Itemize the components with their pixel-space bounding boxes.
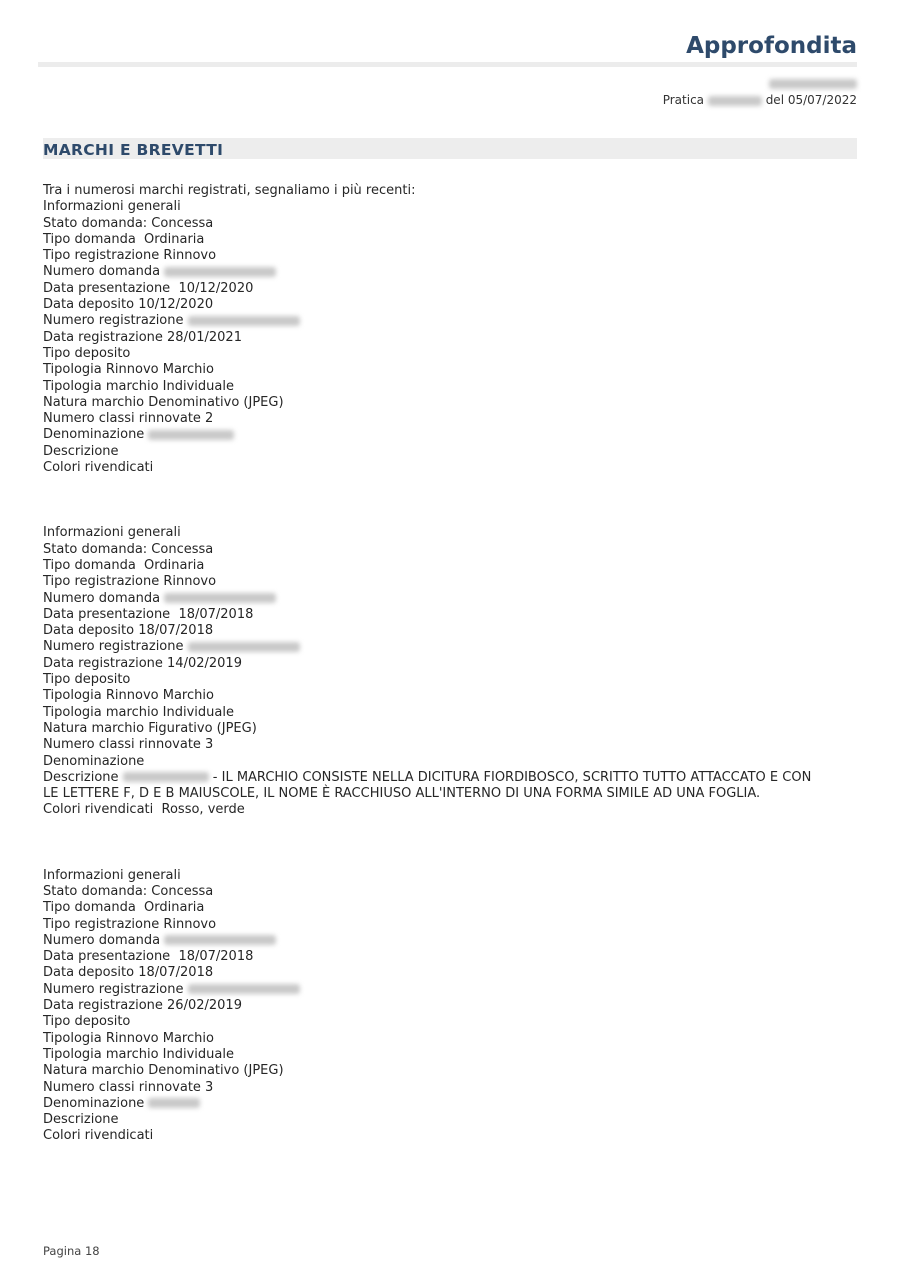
- record-denominazione: Denominazione: [43, 753, 145, 769]
- record-tipo-domanda: Tipo domanda Ordinaria: [43, 900, 205, 916]
- record-colori: Colori rivendicati: [43, 460, 154, 476]
- record-data-presentazione: Data presentazione 18/07/2018: [43, 606, 254, 622]
- record-stato-domanda: Stato domanda: Concessa: [43, 883, 214, 899]
- record-numero-classi: Numero classi rinnovate 2: [43, 411, 214, 427]
- page-number: Pagina 18: [43, 1244, 100, 1258]
- record-data-deposito: Data deposito 18/07/2018: [43, 623, 214, 639]
- record-stato-domanda: Stato domanda: Concessa: [43, 541, 214, 557]
- record-descrizione: Descrizione: [43, 443, 119, 459]
- record-numero-registrazione: [43, 982, 823, 998]
- pratica-date: del 05/07/2022: [765, 93, 857, 107]
- numero-domanda-redacted: [164, 267, 276, 277]
- descrizione-redacted: [123, 772, 209, 782]
- numero-registrazione-label: Numero registrazione: [43, 981, 184, 997]
- numero-registrazione-redacted: [188, 984, 300, 994]
- record-numero-domanda: [43, 933, 823, 949]
- record-tipologia-marchio: Tipologia marchio Individuale: [43, 1046, 234, 1062]
- numero-domanda-label: Numero domanda: [43, 264, 161, 280]
- denominazione-redacted: [148, 1098, 200, 1108]
- record-numero-domanda: [43, 591, 823, 607]
- record-denominazione: [43, 427, 823, 443]
- record-data-registrazione: Data registrazione 28/01/2021: [43, 329, 242, 345]
- record-tipo-registrazione: Tipo registrazione Rinnovo: [43, 248, 217, 264]
- record-tipo-registrazione: Tipo registrazione Rinnovo: [43, 574, 217, 590]
- document-title: Approfondita: [686, 33, 857, 59]
- trademark-record: [43, 868, 823, 1145]
- company-name: [663, 75, 857, 92]
- descrizione-text: - IL MARCHIO CONSISTE NELLA DICITURA FIORDIBOSCO, SCRITTO TUTTO ATTACCATO E CON LE LETTERE F, D E B MAIUSCOLE, IL NOME È RACCHIUSO ALL'INTERNO DI UNA FORMA SIMILE AD UNA FOGLIA.: [43, 769, 816, 802]
- record-info-heading: Informazioni generali: [43, 525, 181, 541]
- record-numero-domanda: [43, 264, 823, 280]
- pratica-label: Pratica: [662, 93, 705, 107]
- record-natura-marchio: Natura marchio Figurativo (JPEG): [43, 720, 257, 736]
- record-tipo-registrazione: Tipo registrazione Rinnovo: [43, 916, 217, 932]
- trademarks-content: [43, 183, 823, 1145]
- record-tipo-deposito: Tipo deposito: [43, 1014, 131, 1030]
- record-numero-classi: Numero classi rinnovate 3: [43, 1079, 214, 1095]
- denominazione-redacted: [148, 430, 234, 440]
- record-data-registrazione: Data registrazione 14/02/2019: [43, 655, 242, 671]
- record-tipologia-marchio: Tipologia marchio Individuale: [43, 704, 234, 720]
- record-info-heading: Informazioni generali: [43, 867, 181, 883]
- record-data-presentazione: Data presentazione 10/12/2020: [43, 280, 254, 296]
- company-name-redacted: [769, 79, 857, 89]
- numero-registrazione-redacted: [188, 316, 300, 326]
- record-data-registrazione: Data registrazione 26/02/2019: [43, 998, 242, 1014]
- descrizione-label: Descrizione: [43, 769, 119, 785]
- header-divider: [38, 62, 857, 67]
- numero-domanda-redacted: [164, 593, 276, 603]
- record-numero-classi: Numero classi rinnovate 3: [43, 737, 214, 753]
- record-natura-marchio: Natura marchio Denominativo (JPEG): [43, 394, 284, 410]
- section-title: MARCHI E BREVETTI: [43, 141, 224, 159]
- record-colori: Colori rivendicati Rosso, verde: [43, 802, 245, 818]
- record-data-presentazione: Data presentazione 18/07/2018: [43, 949, 254, 965]
- record-descrizione: [43, 770, 823, 803]
- record-denominazione: [43, 1096, 823, 1112]
- record-tipologia-rinnovo: Tipologia Rinnovo Marchio: [43, 688, 214, 704]
- pratica-line: [663, 92, 857, 109]
- numero-registrazione-label: Numero registrazione: [43, 313, 184, 329]
- record-colori: Colori rivendicati: [43, 1128, 154, 1144]
- intro-text: Tra i numerosi marchi registrati, segnaliamo i più recenti:: [43, 183, 416, 198]
- record-numero-registrazione: [43, 639, 823, 655]
- record-info-heading: Informazioni generali: [43, 199, 181, 215]
- numero-domanda-label: Numero domanda: [43, 590, 161, 606]
- record-data-deposito: Data deposito 18/07/2018: [43, 965, 214, 981]
- record-tipologia-marchio: Tipologia marchio Individuale: [43, 378, 234, 394]
- header-meta: [663, 75, 857, 109]
- numero-registrazione-label: Numero registrazione: [43, 639, 184, 655]
- record-tipo-deposito: Tipo deposito: [43, 345, 131, 361]
- record-descrizione: Descrizione: [43, 1112, 119, 1128]
- numero-registrazione-redacted: [188, 642, 300, 652]
- record-data-deposito: Data deposito 10/12/2020: [43, 297, 214, 313]
- denominazione-label: Denominazione: [43, 1095, 145, 1111]
- record-tipologia-rinnovo: Tipologia Rinnovo Marchio: [43, 1030, 214, 1046]
- trademark-record: [43, 199, 823, 476]
- record-tipo-domanda: Tipo domanda Ordinaria: [43, 231, 205, 247]
- record-tipo-domanda: Tipo domanda Ordinaria: [43, 557, 205, 573]
- trademark-record: [43, 525, 823, 818]
- numero-domanda-redacted: [164, 935, 276, 945]
- numero-domanda-label: Numero domanda: [43, 932, 161, 948]
- denominazione-label: Denominazione: [43, 427, 145, 443]
- record-stato-domanda: Stato domanda: Concessa: [43, 215, 214, 231]
- record-tipologia-rinnovo: Tipologia Rinnovo Marchio: [43, 362, 214, 378]
- record-natura-marchio: Natura marchio Denominativo (JPEG): [43, 1063, 284, 1079]
- record-numero-registrazione: [43, 313, 823, 329]
- pratica-number-redacted: [708, 96, 762, 106]
- record-tipo-deposito: Tipo deposito: [43, 672, 131, 688]
